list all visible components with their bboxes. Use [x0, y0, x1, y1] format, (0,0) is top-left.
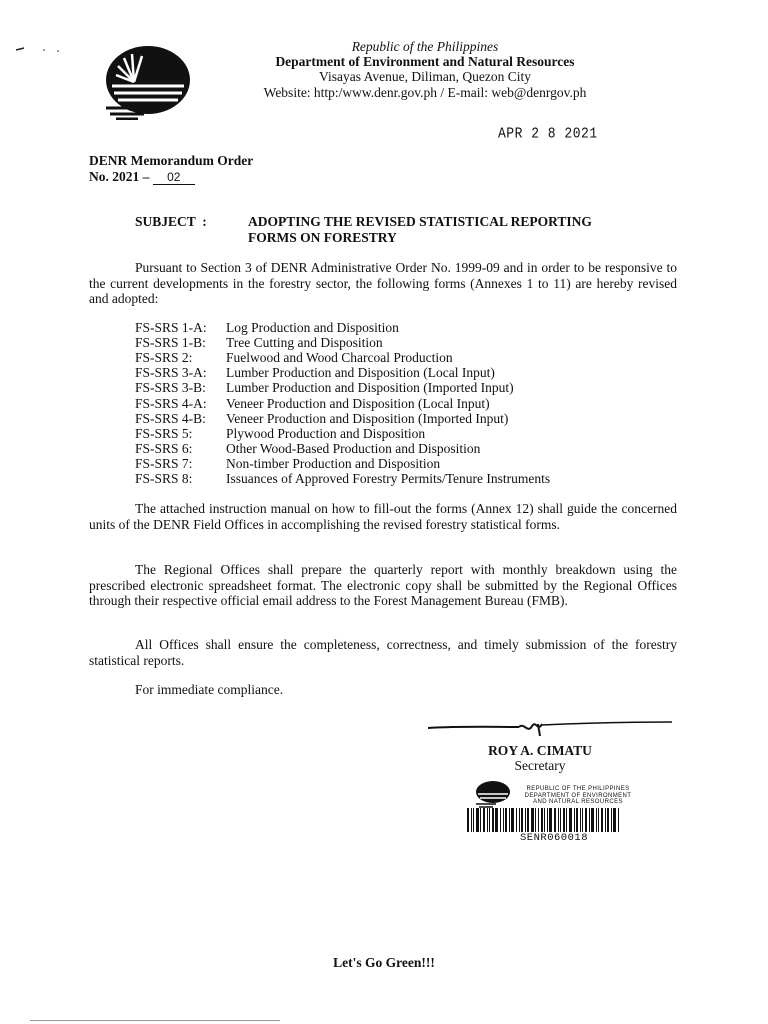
form-code: FS-SRS 5:: [135, 426, 193, 441]
header-address: Visayas Avenue, Diliman, Quezon City: [319, 69, 531, 84]
barcode-code: SENR060018: [520, 832, 589, 844]
barcode-bar: [618, 808, 619, 832]
header-contact: Website: http:/www.denr.gov.ph / E-mail: web@denrgov.ph: [263, 85, 587, 100]
barcode-bar: [547, 808, 548, 832]
barcode-bar: [558, 808, 559, 832]
barcode-bar: [544, 808, 545, 832]
signature: [424, 716, 674, 740]
form-desc: Tree Cutting and Disposition: [226, 335, 383, 350]
list-item: [135, 335, 383, 350]
paragraph-compliance: For immediate compliance.: [135, 682, 284, 697]
form-desc: Non-timber Production and Disposition: [226, 456, 441, 471]
list-item: [135, 350, 453, 365]
form-code: FS-SRS 4-A:: [135, 396, 207, 411]
barcode-bar: [585, 808, 587, 832]
signatory-name: ROY A. CIMATU: [488, 743, 592, 758]
seal-stamp-line-2: DEPARTMENT OF ENVIRONMENT: [524, 792, 632, 799]
form-desc: Other Wood-Based Production and Disposition: [226, 441, 481, 456]
barcode-bar: [566, 808, 567, 832]
barcode-bar: [601, 808, 603, 832]
barcode-bar: [554, 808, 556, 832]
list-item: [135, 320, 399, 335]
header-republic: Republic of the Philippines: [351, 39, 499, 54]
order-number: 02: [153, 170, 195, 185]
seal-stamp-line-1: REPUBLIC OF THE PHILIPPINES: [526, 786, 630, 792]
order-number-line: [89, 169, 195, 185]
barcode-bar: [580, 808, 581, 832]
barcode-bar: [489, 808, 490, 832]
list-item: [135, 365, 495, 380]
barcode-bar: [576, 808, 578, 832]
barcode-bar: [492, 808, 494, 832]
subject-line-2: FORMS ON FORESTRY: [248, 229, 397, 245]
seal-stamp-line-3: AND NATURAL RESOURCES: [533, 799, 623, 805]
seal-stamp-text: [508, 786, 648, 806]
barcode-bar: [596, 808, 597, 832]
barcode-bar: [598, 808, 599, 832]
date-stamp: APR 2 8 2021: [498, 124, 598, 143]
form-code: FS-SRS 2:: [135, 350, 193, 365]
order-title: DENR Memorandum Order: [89, 153, 254, 168]
form-code: FS-SRS 7:: [135, 456, 193, 471]
barcode-bar: [589, 808, 590, 832]
paragraph-regional: The Regional Offices shall prepare the quarterly report with monthly breakdown using the prescribed electronic spreadsheet format. The electronic copy shall be submitted by the Regional Offices through their respective official email address to the Forest Management Bureau (FMB).: [89, 562, 677, 609]
barcode-bar: [516, 808, 517, 832]
form-code: FS-SRS 1-A:: [135, 320, 207, 335]
barcode-bar: [505, 808, 507, 832]
barcode-bar: [519, 808, 520, 832]
barcode-bar: [611, 808, 612, 832]
barcode-bar: [511, 808, 514, 832]
form-code: FS-SRS 3-B:: [135, 380, 206, 395]
barcode-bar: [541, 808, 543, 832]
barcode-bar: [538, 808, 539, 832]
barcode-bar: [535, 808, 536, 832]
form-desc: Issuances of Approved Forestry Permits/Tenure Instruments: [226, 471, 551, 486]
barcode-bar: [495, 808, 498, 832]
signatory-title: Secretary: [514, 758, 566, 773]
list-item: [135, 380, 514, 395]
paragraph-intro: Pursuant to Section 3 of DENR Administrative Order No. 1999-09 and in order to be responsive to the current developments in the forestry sector, the following forms (Annexes 1 to 11) are hereby revised and adopted:: [89, 260, 677, 307]
denr-logo: [104, 44, 192, 120]
barcode-bar: [549, 808, 552, 832]
barcode-bar: [473, 808, 474, 832]
list-item: [135, 456, 440, 471]
barcode-bar: [500, 808, 501, 832]
barcode-bar: [591, 808, 594, 832]
subject-label: SUBJECT :: [135, 214, 207, 229]
form-desc: Lumber Production and Disposition (Local Input): [226, 365, 495, 380]
barcode-bar: [471, 808, 472, 832]
barcode-bar: [605, 808, 606, 832]
order-number-prefix: No. 2021 –: [89, 169, 153, 184]
header-department: Department of Environment and Natural Resources: [275, 54, 575, 69]
form-desc: Veneer Production and Disposition (Local Input): [226, 396, 490, 411]
form-desc: Log Production and Disposition: [226, 320, 399, 335]
barcode-bar: [480, 808, 481, 832]
barcode-bar: [531, 808, 534, 832]
form-code: FS-SRS 6:: [135, 441, 193, 456]
form-code: FS-SRS 1-B:: [135, 335, 206, 350]
barcode-bar: [503, 808, 504, 832]
barcode-bar: [476, 808, 479, 832]
form-desc: Plywood Production and Disposition: [226, 426, 426, 441]
scan-mark: [14, 44, 64, 56]
barcode-bar: [613, 808, 616, 832]
subject-line-1: ADOPTING THE REVISED STATISTICAL REPORTING: [248, 214, 592, 229]
list-item: [135, 396, 490, 411]
barcode-bar: [509, 808, 510, 832]
barcode-bar: [467, 808, 469, 832]
form-code: FS-SRS 3-A:: [135, 365, 207, 380]
denr-seal-icon: [474, 780, 512, 808]
form-desc: Lumber Production and Disposition (Imported Input): [226, 380, 514, 395]
barcode-bar: [607, 808, 609, 832]
barcode-bar: [574, 808, 575, 832]
list-item: [135, 426, 425, 441]
barcode-bar: [527, 808, 529, 832]
barcode-bar: [521, 808, 523, 832]
list-item: [135, 471, 550, 486]
subject-text: [248, 214, 592, 245]
scan-edge-line: [30, 1020, 280, 1021]
barcode-bar: [563, 808, 565, 832]
barcode-bar: [487, 808, 488, 832]
form-desc: Veneer Production and Disposition (Imported Input): [226, 411, 509, 426]
list-item: [135, 441, 480, 456]
barcode-bar: [483, 808, 485, 832]
form-code: FS-SRS 8:: [135, 471, 193, 486]
barcode-bar: [582, 808, 583, 832]
form-code: FS-SRS 4-B:: [135, 411, 206, 426]
barcode: [467, 808, 651, 832]
barcode-bar: [560, 808, 561, 832]
barcode-bar: [569, 808, 572, 832]
form-desc: Fuelwood and Wood Charcoal Production: [226, 350, 453, 365]
barcode-bar: [525, 808, 526, 832]
paragraph-manual: The attached instruction manual on how to fill-out the forms (Annex 12) shall guide the concerned units of the DENR Field Offices in accomplishing the revised forestry statistical forms.: [89, 501, 677, 532]
footer-slogan: Let's Go Green!!!: [333, 955, 435, 970]
paragraph-completeness: All Offices shall ensure the completeness, correctness, and timely submission of the forestry statistical reports.: [89, 637, 677, 668]
list-item: [135, 411, 508, 426]
